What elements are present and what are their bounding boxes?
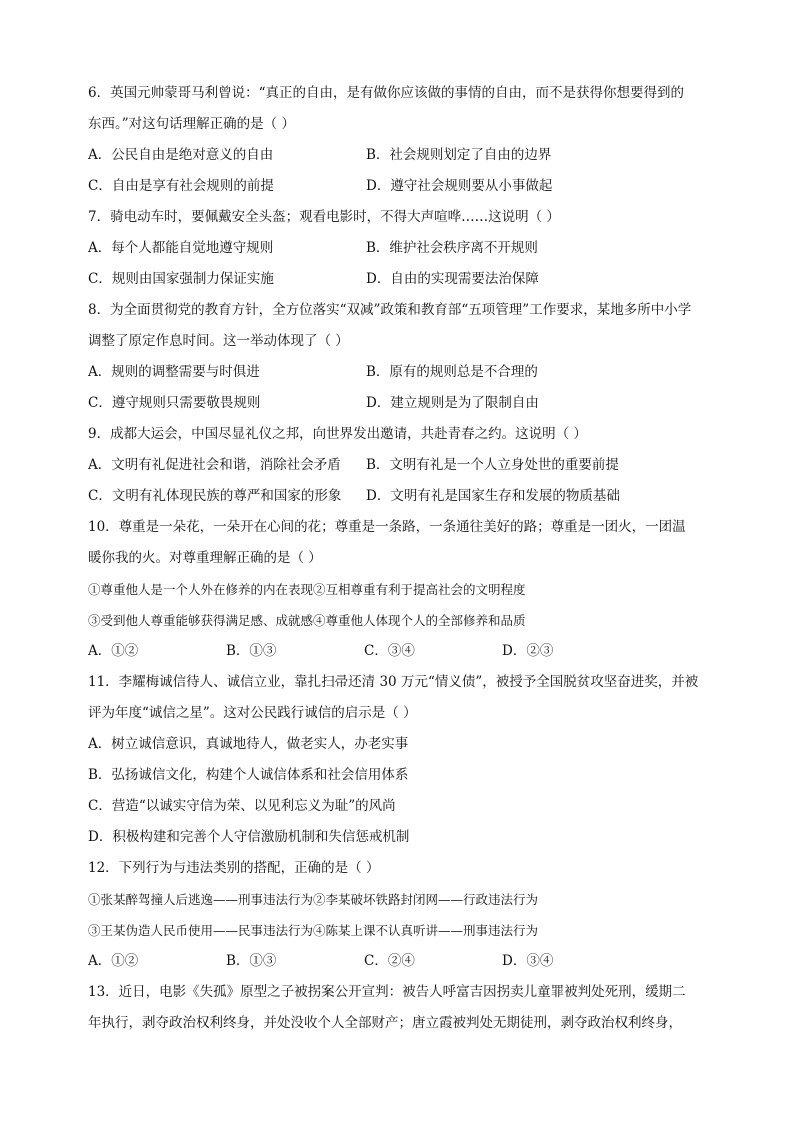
- q12-options-row: [88, 946, 710, 977]
- q10-option-b[interactable]: B．①③: [226, 643, 277, 659]
- q13-stem-line-1: 13．近日，电影《失孤》原型之子被拐案公开宣判：被告人呼富吉因拐卖儿童罪被判处死刑，缓期二: [88, 984, 686, 1000]
- q6-options-row-1: [88, 140, 710, 171]
- q9-option-a[interactable]: A．文明有礼促进社会和谐，消除社会矛盾: [88, 457, 341, 473]
- q10-option-c[interactable]: C．③④: [364, 643, 415, 659]
- q9-option-b[interactable]: B．文明有礼是一个人立身处世的重要前提: [366, 457, 619, 473]
- q12-stem-line-1: 12．下列行为与违法类别的搭配，正确的是（ ）: [88, 860, 380, 876]
- q6-option-b[interactable]: B．社会规则划定了自由的边界: [366, 147, 552, 163]
- q12-statements-1: ①张某醉驾撞人后逃逸——刑事违法行为②李某破坏铁路封闭网——行政违法行为: [88, 892, 539, 907]
- q11-option-d[interactable]: D．积极构建和完善个人守信激励机制和失信惩戒机制: [88, 829, 410, 845]
- q10-statements-2: ③受到他人尊重能够获得满足感、成就感④尊重他人体现个人的全部修养和品质: [88, 613, 526, 628]
- q10-options-row: [88, 636, 710, 667]
- q10-option-d[interactable]: D．②③: [502, 643, 554, 659]
- q10-statements-1: ①尊重他人是一个人外在修养的内在表现②互相尊重有利于提高社会的文明程度: [88, 582, 526, 597]
- q8-option-c[interactable]: C．遵守规则只需要敬畏规则: [88, 395, 261, 411]
- q6-option-a[interactable]: A．公民自由是绝对意义的自由: [88, 147, 274, 163]
- q6-stem-line-1: 6．英国元帅蒙哥马利曾说：“真正的自由，是有做你应该做的事情的自由，而不是获得你想要得到的: [88, 85, 684, 101]
- q12-option-d[interactable]: D．③④: [502, 953, 554, 969]
- q6-option-c[interactable]: C．自由是享有社会规则的前提: [88, 178, 274, 194]
- q7-options-row-2: [88, 264, 710, 295]
- q6-option-d[interactable]: D．遵守社会规则要从小事做起: [366, 178, 553, 194]
- q10-stem-line-2: 暖你我的火。对尊重理解正确的是（ ）: [88, 550, 322, 566]
- q7-option-d[interactable]: D．自由的实现需要法治保障: [366, 271, 539, 287]
- q8-option-a[interactable]: A．规则的调整需要与时俱进: [88, 364, 260, 380]
- q8-stem-line-2: 调整了原定作息时间。这一举动体现了（ ）: [88, 333, 349, 349]
- q7-stem-line-1: 7．骑电动车时，要佩戴安全头盔；观看电影时，不得大声喧哗……这说明（ ）: [88, 209, 560, 225]
- q7-options-row-1: [88, 233, 710, 264]
- q8-option-d[interactable]: D．建立规则是为了限制自由: [366, 395, 539, 411]
- q11-option-b[interactable]: B．弘扬诚信文化，构建个人诚信体系和社会信用体系: [88, 767, 409, 783]
- q12-statements-2: ③王某伪造人民币使用——民事违法行为④陈某上课不认真听讲——刑事违法行为: [88, 923, 539, 938]
- q6-stem-line-2: 东西。”对这句话理解正确的是（ ）: [88, 116, 295, 132]
- q7-option-b[interactable]: B．维护社会秩序离不开规则: [366, 240, 538, 256]
- q6-options-row-2: [88, 171, 710, 202]
- q8-options-row-1: [88, 357, 710, 388]
- q7-option-a[interactable]: A．每个人都能自觉地遵守规则: [88, 240, 274, 256]
- q12-option-a[interactable]: A．①②: [88, 953, 139, 969]
- q12-option-c[interactable]: C．②④: [364, 953, 415, 969]
- q10-option-a[interactable]: A．①②: [88, 643, 139, 659]
- q11-option-a[interactable]: A．树立诚信意识，真诚地待人，做老实人，办老实事: [88, 736, 409, 752]
- q9-options-row-2: [88, 481, 710, 512]
- q8-options-row-2: [88, 388, 710, 419]
- q8-option-b[interactable]: B．原有的规则总是不合理的: [366, 364, 538, 380]
- q7-option-c[interactable]: C．规则由国家强制力保证实施: [88, 271, 274, 287]
- q8-stem-line-1: 8．为全面贯彻党的教育方针，全方位落实“双减”政策和教育部“五项管理”工作要求，某地多所中小学: [88, 302, 692, 318]
- q12-option-b[interactable]: B．①③: [226, 953, 277, 969]
- q11-option-c[interactable]: C．营造“以诚实守信为荣、以见利忘义为耻”的风尚: [88, 798, 396, 814]
- q9-option-c[interactable]: C．文明有礼体现民族的尊严和国家的形象: [88, 488, 342, 504]
- q9-stem-line-1: 9．成都大运会，中国尽显礼仪之邦，向世界发出邀请，共赴青春之约。这说明（ ）: [88, 426, 587, 442]
- q9-option-d[interactable]: D．文明有礼是国家生存和发展的物质基础: [366, 488, 620, 504]
- q10-stem-line-1: 10．尊重是一朵花，一朵开在心间的花；尊重是一条路，一条通往美好的路；尊重是一团火，一团温: [88, 519, 686, 535]
- exam-page: [88, 78, 710, 1039]
- q9-options-row-1: [88, 450, 710, 481]
- q13-stem-line-2: 年执行，剥夺政治权利终身，并处没收个人全部财产；唐立霞被判处无期徒刑，剥夺政治权利终身，: [88, 1015, 682, 1031]
- q11-stem-line-2: 评为年度“诚信之星”。这对公民践行诚信的启示是（ ）: [88, 705, 417, 721]
- q11-stem-line-1: 11．李耀梅诚信待人、诚信立业，靠扎扫帚还清 30 万元“情义债”，被授予全国脱贫攻坚奋进奖，并被: [88, 674, 699, 690]
